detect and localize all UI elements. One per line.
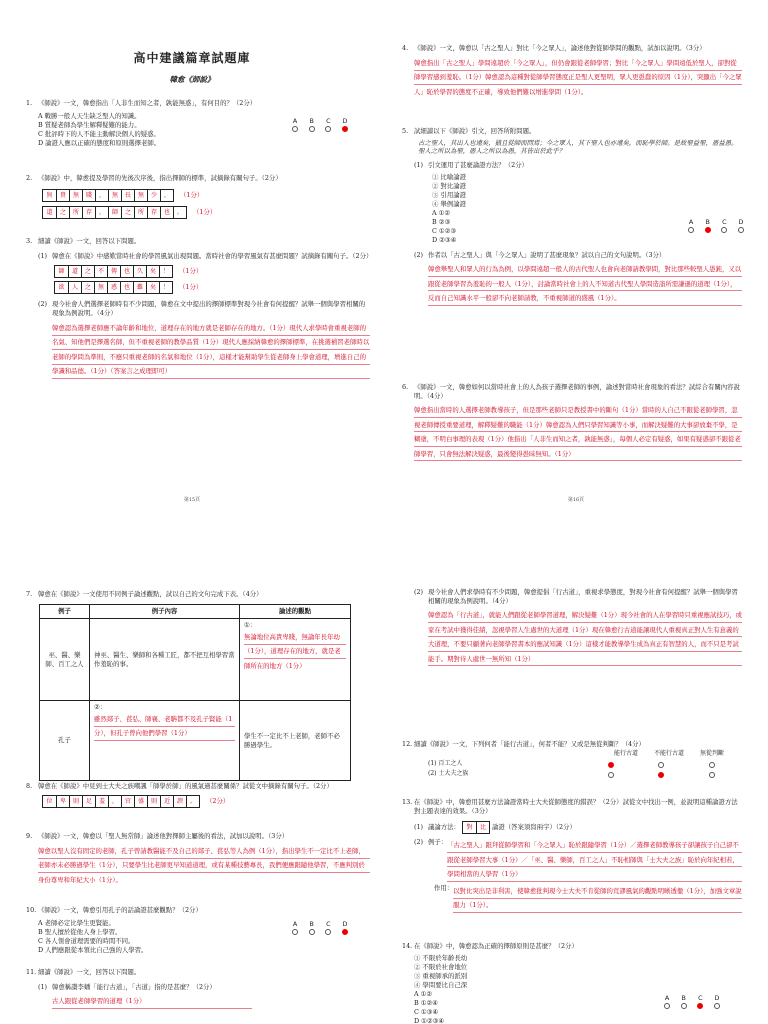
text: 之 xyxy=(81,265,94,278)
text: 矣 xyxy=(146,265,159,278)
question-2 xyxy=(28,174,370,221)
text: 之 xyxy=(56,206,69,219)
choice-d-radio[interactable] xyxy=(738,227,744,233)
choice-b-radio[interactable] xyxy=(705,227,711,233)
answer-boxes-row1 xyxy=(54,265,370,278)
page-17 xyxy=(0,512,384,1024)
text: B xyxy=(705,217,710,226)
answer-text: 韓愈指出「古之聖人」學問遠超於「今之眾人」，但仍會跟從老師學習；對比「今之眾人」學問遠低於聖人，卻對從師學習感到羞恥。（1分）韓愈認為這種對從師學習態度正是聖人更聖明，眾人更愚蠢的原因（1分），突顯出「今之眾人」恥於學習的態度不正確，導致他們難以增進學問（1分）。 xyxy=(414,56,742,100)
answer-boxes-row1 xyxy=(42,189,370,202)
choice-a-radio[interactable] xyxy=(292,929,298,935)
text: 則 xyxy=(69,795,82,808)
text: 作用： xyxy=(434,883,454,892)
question-11 xyxy=(28,968,370,1009)
text: (2) xyxy=(428,770,437,777)
text: B ①②④ xyxy=(414,998,438,1007)
answer-boxes-row2 xyxy=(54,281,370,294)
text: 比 xyxy=(476,821,489,834)
table-row: 巫、醫、樂師、百工之人 神巫、醫生、樂師和各種工匠，都不把互相學習當作羞恥的事。 ①： 無論地位高貴卑賤，無論年長年幼（1分），道理存在的地方，就是老師所在的地方（1分） xyxy=(40,619,351,701)
page-subtitle: 韓愈《師說》 xyxy=(169,75,215,84)
page-16 xyxy=(384,0,768,512)
text: 長 xyxy=(121,189,134,202)
text: 《師說》一文，韓愈指出「人非生而知之者，孰能無惑」，有何目的？（2分） xyxy=(38,99,257,107)
text: (1) xyxy=(38,251,48,260)
question-1 xyxy=(28,99,370,148)
text: 羞 xyxy=(95,795,108,808)
text: 存 xyxy=(82,206,95,219)
text: 百工之人 xyxy=(438,760,463,767)
text: A 老師必定比學生更賢能。 xyxy=(38,918,115,927)
text: 也 xyxy=(120,281,133,294)
answer-text: 以對比突出是非利害，使韓愈批判現今士大夫不肯從師的荒謬風氣的觀點明晰透徹（1分），加強文章說服力（1分）。 xyxy=(453,884,742,913)
text: A xyxy=(664,994,670,1002)
text: 。 xyxy=(173,206,186,219)
question-12 xyxy=(404,740,742,749)
text: 欲 xyxy=(55,281,68,294)
text: 《師說》一文，韓愈以「聖人無常師」論述他對擇師主屬後的看法，試加以說明。（3分） xyxy=(38,832,289,840)
text: 論證（答案須寫兩字）（2分） xyxy=(491,823,576,832)
text: 無 xyxy=(43,189,56,202)
text: 《師說》中，韓愈提及學習的先後次序後，指出擇師的標準，試摘錄有關句子。（2分） xyxy=(38,174,282,182)
text: (1) xyxy=(38,982,48,991)
radio-r2-cannot[interactable] xyxy=(658,772,664,778)
text: (2) xyxy=(414,838,424,847)
radio-r2-can[interactable] xyxy=(608,772,614,778)
text: 6. xyxy=(402,383,409,391)
text: 無 xyxy=(108,189,121,202)
text: 久 xyxy=(133,265,146,278)
text: A xyxy=(292,920,298,928)
choice-d-radio[interactable] xyxy=(342,126,348,132)
page-title: 高中建議篇章試題庫 xyxy=(133,51,251,65)
text: B xyxy=(681,994,686,1002)
choice-b-radio[interactable] xyxy=(309,929,315,935)
text: ！ xyxy=(159,281,172,294)
text: 也 xyxy=(120,265,133,278)
text: ① 比喻論證 xyxy=(432,172,466,181)
answer-boxes-row2 xyxy=(42,206,370,219)
col-header: 例子 xyxy=(40,605,90,619)
text: 5. xyxy=(402,127,409,135)
text: 在《師說》中，韓愈用甚麼方法論證當時士大夫從師態度的錯誤？（2分）試從文中找出一例，並說明這種論證方法對主題表達的效果。（3分） xyxy=(414,798,738,815)
question-5-2 xyxy=(404,251,742,306)
text: 賤 xyxy=(82,189,95,202)
page-number: 第16頁 xyxy=(567,497,585,503)
text: D ①②③④ xyxy=(414,1016,445,1024)
judge-row-1 xyxy=(428,760,462,768)
text: 無 xyxy=(69,189,82,202)
examples-table xyxy=(39,604,351,781)
text: 不 xyxy=(94,265,107,278)
text: ！ xyxy=(159,265,172,278)
text: 道 xyxy=(68,265,81,278)
text: ④ 舉例論證 xyxy=(432,199,466,208)
question-4 xyxy=(404,44,742,99)
text: D xyxy=(342,117,348,125)
answer-text: 韓愈指出當時的人選擇老師教導孩子，但是那些老師只是教授書中的斷句（1分）當時的人自己不跟從老師學習，忽視老師傳授重要道理，解釋疑難的職能（1分）韓愈認為人們只學習知識等小事，而解決疑難的大事卻放棄不學，是糊塗，不明白事理的表現（1分）他指出「人非生而知之者，孰能無惑」，每個人必定有疑惑，如果有疑惑卻不跟從老師學習，只會無法解決疑惑，最後變得愚昧無知。（1分） xyxy=(414,403,742,461)
text: 能行古道 xyxy=(614,750,639,757)
text: （1分） xyxy=(193,207,217,216)
text: ③ 引用論證 xyxy=(432,190,466,199)
radio-r1-unknown[interactable] xyxy=(709,762,715,768)
text: 師 xyxy=(108,206,121,219)
text: ③ 重視師承的派別 xyxy=(414,971,468,980)
text: （1分） xyxy=(179,283,203,292)
text: 道 xyxy=(43,206,56,219)
answer-choices xyxy=(684,218,748,235)
text: 12. xyxy=(402,740,413,748)
choice-d-radio[interactable] xyxy=(342,929,348,935)
text: B 質疑老師為學生解釋疑難的能力。 xyxy=(38,120,141,129)
text: 13. xyxy=(402,798,413,806)
question-9 xyxy=(28,832,370,887)
text: (2) xyxy=(414,250,424,259)
text: C ①③④ xyxy=(414,1007,439,1016)
text: (1) xyxy=(414,823,424,832)
text: 韓愈稱讚李蟠「能行古道」，「古道」指的是甚麼？（2分） xyxy=(52,982,216,991)
text: B 聖人擅於從他人身上學習。 xyxy=(38,927,122,936)
text: D ②③④ xyxy=(432,235,457,244)
text: 韓愈在《師說》中見到士大夫之族嘲諷「師學於師」的風氣過甚麼關係？試從文中摘錄有關句子。（2分） xyxy=(38,782,333,790)
text: ② 對比論證 xyxy=(432,181,466,190)
text: 7. xyxy=(26,590,33,598)
text: C xyxy=(722,217,727,226)
text: 對 xyxy=(463,821,476,834)
text: 3. xyxy=(26,237,33,245)
text: 《師說》一文，韓愈引用孔子的話論證甚麼觀點？（2分） xyxy=(38,906,202,914)
text: 無 xyxy=(134,189,147,202)
text: D 論證人應以正確的態度和原則選擇老師。 xyxy=(38,138,161,147)
text: ， xyxy=(108,795,121,808)
text: （1分） xyxy=(179,267,203,276)
text: ， xyxy=(160,189,173,202)
text: 所 xyxy=(134,206,147,219)
text: D xyxy=(714,994,720,1002)
text: 引文運用了甚麼論證方法？（2分） xyxy=(428,160,528,169)
text: B xyxy=(309,920,314,928)
text: 則 xyxy=(147,795,160,808)
answer-choices xyxy=(288,920,352,937)
answer-boxes xyxy=(42,795,370,808)
text: 盛 xyxy=(134,795,147,808)
text: 細讀《師說》一文，回答以下問題。 xyxy=(38,237,141,245)
text: (1) xyxy=(414,160,424,169)
text: 4. xyxy=(402,44,409,52)
text: ， xyxy=(95,189,108,202)
text: 貴 xyxy=(56,189,69,202)
choice-c-radio[interactable] xyxy=(325,929,331,935)
text: 卑 xyxy=(56,795,69,808)
text: A xyxy=(688,217,694,226)
answer-choices xyxy=(288,117,352,134)
question-5-1 xyxy=(404,161,742,245)
page-18 xyxy=(384,512,768,1024)
text: 也 xyxy=(160,206,173,219)
choice-a-radio[interactable] xyxy=(292,126,298,132)
text: (1) xyxy=(428,760,437,767)
answer-text: 雖然郯子、萇弘、師襄、老聃都不及孔子賢能（1分），但孔子曾向他們學習（1分） xyxy=(94,712,235,741)
text: 《師說》一文，韓愈以「古之聖人」對比「今之眾人」，論述他對從師學問的觀點，試加以說明。（3分） xyxy=(414,44,706,52)
question-13-2 xyxy=(404,838,742,882)
answer-text: 無論地位高貴卑賤，無論年長年幼（1分），道理存在的地方，就是老師所在的地方（1分） xyxy=(244,630,346,674)
text: 9. xyxy=(26,832,33,840)
answer-text: 「古之聖人」跟拜從師學習和「今之眾人」恥於跟隨學習（1分）／選擇老師教導孩子卻讓孩子自己卻不跟從老師學習大事（1分）／「巫、醫、樂師，百工之人」不恥相師與「士大夫之族」恥於向年紀相若，學問相當的人學習（1分） xyxy=(447,838,742,882)
text: C ①②③ xyxy=(432,226,457,235)
choice-a-radio[interactable] xyxy=(664,1003,670,1009)
choice-b-radio[interactable] xyxy=(681,1003,687,1009)
question-3-1 xyxy=(28,251,373,295)
text: （2分） xyxy=(206,796,230,805)
text: 難 xyxy=(133,281,146,294)
quoted-passage: 古之聖人，其出人也遠矣，猶且從師而問焉；今之眾人，其下聖人也亦遠矣，而恥學於師。是故聖益聖，愚益愚。聖人之所以為聖，愚人之所以為愚，其皆出於此乎？ xyxy=(418,138,738,156)
question-7 xyxy=(28,590,370,599)
text: A ①② xyxy=(432,208,451,217)
text: 官 xyxy=(121,795,134,808)
col-header: 論述的觀點 xyxy=(240,605,351,619)
question-11-2 xyxy=(404,588,742,666)
text: 試細讀以下《師說》引文，回答所附問題。 xyxy=(414,127,536,135)
text: (2) xyxy=(414,588,424,596)
question-10 xyxy=(28,906,370,955)
text: 細讀《師說》一文，回答以下問題。 xyxy=(38,968,141,976)
question-11-1 xyxy=(28,983,370,1009)
text: 《師說》一文，韓愈如何以當時社會上的人為孩子選擇老師的事例，論述對當時社會現象的看法？試綜合有關內容說明。（4分） xyxy=(414,383,740,400)
text: ② 不限於社會地位 xyxy=(414,962,468,971)
text: 位 xyxy=(43,795,56,808)
text: 8. xyxy=(26,782,33,790)
judge-row-2 xyxy=(428,770,468,778)
choice-c-radio[interactable] xyxy=(697,1003,703,1009)
text: 韓愈在《師說》一文使用不同例子論述觀點，試以自己的文句完成下表。（4分） xyxy=(38,590,263,598)
answer-text: 韓愈認為「行古道」，就能人們跟從老師學習道理，解決疑難（1分）現今社會的人在學習時只重視應試技巧，或家在考試中獲得佳績，忽視學習人生處世的大道理（1分）現在韓愈行古道能讓現代人重視真正對人生有意義的大道理，不要只顧著向老師學習書本的應試知識（1分）這樣才能教導學生成為真正有智慧的人，而不只是考試能手。期對待人處世一無所知（1分） xyxy=(428,608,742,666)
text: 之 xyxy=(81,281,94,294)
text: 少 xyxy=(147,189,160,202)
radio-r2-unknown[interactable] xyxy=(709,772,715,778)
text: 士大夫之族 xyxy=(438,770,469,777)
answer-text: 韓愈舉聖人和眾人的行為為例，以學問遠超一般人的古代聖人也會向老師請教學問，對比那些較聖人愚鈍，又以跟從老師學習為羞恥的一般人（1分），討論當時社會上的人不知道古代聖人學問造詣所需謙遜的道理（1分），反而自己知識水平一般卻不向老師請教，不重視師道的盛風（1分）。 xyxy=(428,262,742,306)
text: 存 xyxy=(147,206,160,219)
choice-b-radio[interactable] xyxy=(309,126,315,132)
text: 1. xyxy=(26,99,33,107)
text: 現今社會人們選擇老師時有不少問題，韓愈在文中提出的擇師標準對現今社會有何提醒？試舉一個與學習相關的現象為例說明。（4分） xyxy=(52,300,366,317)
question-5 xyxy=(404,127,742,306)
question-13 xyxy=(404,798,742,913)
text: 在《師說》中，韓愈認為正確的擇師原則是甚麼？（2分） xyxy=(414,942,578,950)
text: （1分） xyxy=(180,190,204,199)
text: 人 xyxy=(68,281,81,294)
text: 矣 xyxy=(146,281,159,294)
text: 14. xyxy=(402,942,413,950)
text: ①： xyxy=(244,621,257,629)
text: A 戰勝一般人天生缺乏聖人的知識。 xyxy=(38,111,141,120)
question-14 xyxy=(404,942,742,1024)
text: D 人們應跟從本領比自己強的人學習。 xyxy=(38,945,148,954)
text: ④ 學問要比自己深 xyxy=(414,980,468,989)
choice-c-radio[interactable] xyxy=(721,227,727,233)
judge-headers xyxy=(614,750,724,758)
question-3-2 xyxy=(28,300,370,378)
text: 足 xyxy=(82,795,95,808)
answer-text: 古人跟從老師學習的道理（1分） xyxy=(52,994,252,1009)
text: 現今社會人們求學時有不少問題，韓愈提倡「行古道」，重視求學態度，對現今社會有何提醒？試舉一個與學習相關的現象為例說明。（4分） xyxy=(428,588,738,605)
table-row: 孔子 ②： 雖然郯子、萇弘、師襄、老聃都不及孔子賢能（1分），但孔子曾向他們學習（1分） 學生不一定比不上老師，老師不必勝過學生。 xyxy=(40,701,351,781)
text: D xyxy=(738,217,744,226)
text: A ①② xyxy=(414,989,433,998)
text: ②： xyxy=(94,703,107,711)
text: 無 xyxy=(94,281,107,294)
text: 傳 xyxy=(107,265,120,278)
text: 韓愈在《師說》中感歎當時社會的學習風氣出現問題。當時社會的學習風氣有甚麼問題？試摘錄有關句子。（2分） xyxy=(52,251,373,260)
answer-text: 韓愈認為選擇老師應不論年齡和地位，道理存在的地方就是老師存在的地方。（1分）現代人求學時會重視老師的名氣、知他們是擇選名師，但不重視老師的教學品質（1分）現代人應採納韓愈的擇師標準，在挑選補習老師時以老師的學問為準則，不應只重視老師的名氣和地位（1分），這樣才能幫助學生從老師身上學會道理，增進自己的學識和品德。（1分）（答案言之成理即可） xyxy=(52,321,370,379)
answer-text: 韓愈以聖人沒有固定的老師，孔子曾請教醫能不及自己的郯子、萇弘等人為例（1分），指出學生不一定比不上老師，老師亦未必勝過學生（1分），只要學生比老師更早知道道理，或有某種技藝專長，我們便應跟隨他學習，不應判別於身份尊卑和年紀大小（1分）。 xyxy=(38,844,370,888)
answer-choices xyxy=(660,994,724,1011)
text: A xyxy=(292,117,298,125)
question-13-3 xyxy=(404,884,742,913)
text: 之 xyxy=(121,206,134,219)
text: 不能行古道 xyxy=(653,750,684,757)
text: 惑 xyxy=(107,281,120,294)
text: 2. xyxy=(26,174,33,182)
text: 議論方法： xyxy=(428,823,460,832)
text: 細讀《師說》一文，下列何者「能行古道」，何者不能？又或是無從判斷？（4分） xyxy=(414,740,645,748)
choice-c-radio[interactable] xyxy=(325,126,331,132)
page-15 xyxy=(0,0,384,512)
text: C 批評時下的人不能主動解決個人的疑惑。 xyxy=(38,129,160,138)
text: (2) xyxy=(38,300,48,309)
text: 作者以「古之聖人」與「今之眾人」說明了甚麼現象？試以自己的文句說明。（3分） xyxy=(428,250,666,259)
page-number: 第15頁 xyxy=(183,497,201,503)
choice-a-radio[interactable] xyxy=(688,227,694,233)
text: D xyxy=(342,920,348,928)
text: 諛 xyxy=(173,795,186,808)
text: 例子： xyxy=(428,838,448,847)
col-header: 例子內容 xyxy=(90,605,240,619)
text: 。 xyxy=(186,795,199,808)
radio-r1-cannot[interactable] xyxy=(658,762,664,768)
text: C 各人領會道理需要的時間不同。 xyxy=(38,936,135,945)
text: 師 xyxy=(55,265,68,278)
text: B ②③ xyxy=(432,217,451,226)
question-8 xyxy=(28,782,370,810)
text: 10. xyxy=(26,906,37,914)
radio-r1-can[interactable] xyxy=(608,762,614,768)
question-13-1 xyxy=(404,821,742,834)
text: 所 xyxy=(69,206,82,219)
question-6 xyxy=(404,383,742,461)
text: ① 不限於年齡長幼 xyxy=(414,953,468,962)
text: ， xyxy=(95,206,108,219)
choice-d-radio[interactable] xyxy=(714,1003,720,1009)
text: 近 xyxy=(160,795,173,808)
text: C xyxy=(326,920,331,928)
question-3 xyxy=(26,237,373,379)
text: C xyxy=(698,994,703,1002)
text: B xyxy=(309,117,314,125)
text: 11. xyxy=(26,968,37,976)
text: 無從判斷 xyxy=(699,750,724,757)
text: C xyxy=(326,117,331,125)
